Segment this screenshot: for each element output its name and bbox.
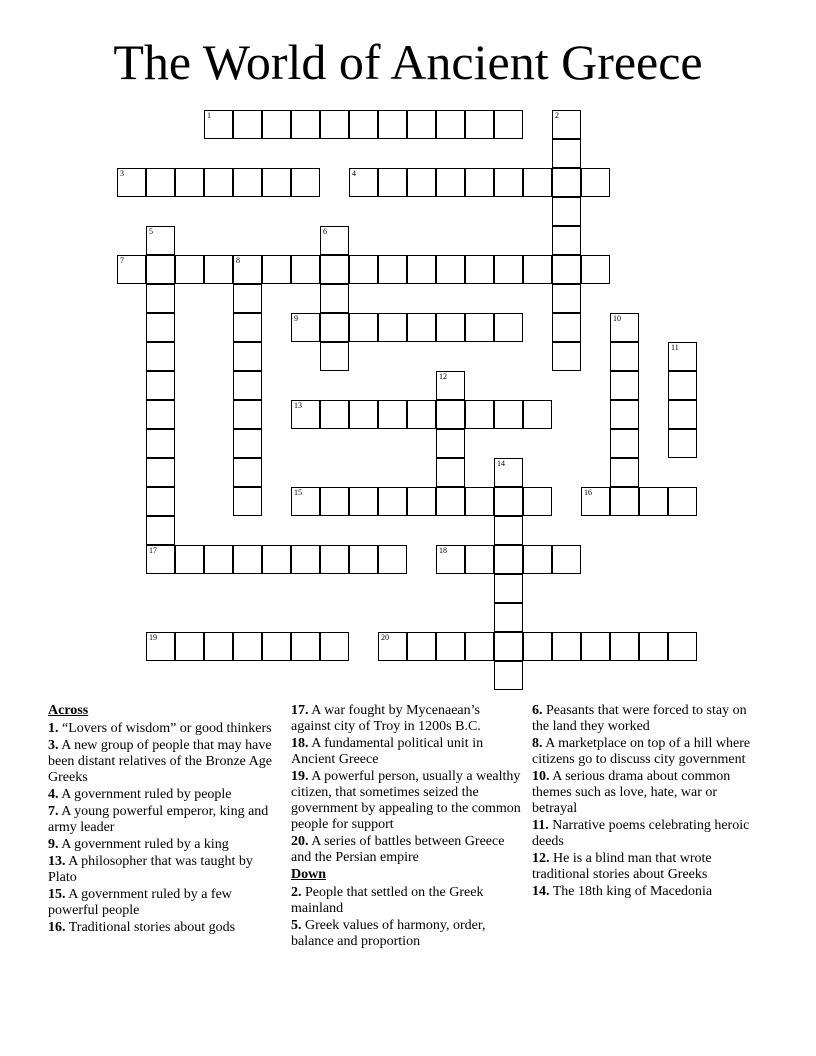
- clue-number: 17: [149, 546, 157, 555]
- grid-cell[interactable]: [523, 400, 552, 429]
- clue-number: 11: [671, 343, 679, 352]
- clue-number-label: 15.: [48, 887, 66, 902]
- grid-cell[interactable]: [436, 313, 465, 342]
- grid-cell[interactable]: [378, 255, 407, 284]
- grid-cell[interactable]: [610, 429, 639, 458]
- grid-cell[interactable]: [262, 545, 291, 574]
- clue-number-label: 4.: [48, 787, 59, 802]
- grid-cell[interactable]: [233, 545, 262, 574]
- grid-cell[interactable]: [233, 168, 262, 197]
- grid-cell[interactable]: [436, 110, 465, 139]
- numbered-cell[interactable]: [204, 110, 233, 139]
- numbered-cell[interactable]: [378, 632, 407, 661]
- grid-cell[interactable]: [581, 255, 610, 284]
- grid-cell[interactable]: [465, 255, 494, 284]
- grid-cell[interactable]: [320, 110, 349, 139]
- across-clue: [48, 854, 273, 886]
- grid-cell[interactable]: [291, 110, 320, 139]
- grid-cell[interactable]: [523, 487, 552, 516]
- grid-cell[interactable]: [610, 342, 639, 371]
- clue-number-label: 5.: [291, 918, 302, 933]
- grid-cell[interactable]: [465, 313, 494, 342]
- grid-cell[interactable]: [262, 168, 291, 197]
- grid-cell[interactable]: [262, 255, 291, 284]
- grid-cell[interactable]: [320, 545, 349, 574]
- clue-number-label: 18.: [291, 736, 309, 751]
- grid-cell[interactable]: [494, 255, 523, 284]
- across-clue: [291, 703, 523, 735]
- clue-number: 19: [149, 633, 157, 642]
- grid-cell[interactable]: [610, 371, 639, 400]
- clue-number: 3: [120, 169, 124, 178]
- grid-cell[interactable]: [146, 429, 175, 458]
- numbered-cell[interactable]: [494, 458, 523, 487]
- grid-cell[interactable]: [465, 487, 494, 516]
- grid-cell[interactable]: [233, 429, 262, 458]
- grid-cell[interactable]: [639, 632, 668, 661]
- clue-number: 13: [294, 401, 302, 410]
- grid-cell[interactable]: [291, 168, 320, 197]
- down-clue: [532, 703, 764, 735]
- grid-cell[interactable]: [175, 632, 204, 661]
- grid-cell[interactable]: [233, 284, 262, 313]
- grid-cell[interactable]: [262, 632, 291, 661]
- grid-cell[interactable]: [494, 168, 523, 197]
- clue-number-label: 10.: [532, 769, 550, 784]
- grid-cell[interactable]: [523, 168, 552, 197]
- grid-cell[interactable]: [378, 545, 407, 574]
- clue-text: A war fought by Mycenaean’s against city of Troy in 1200s B.C.: [291, 703, 481, 734]
- grid-cell[interactable]: [320, 487, 349, 516]
- grid-cell[interactable]: [407, 487, 436, 516]
- clue-number: 5: [149, 227, 153, 236]
- grid-cell[interactable]: [146, 284, 175, 313]
- grid-cell[interactable]: [349, 110, 378, 139]
- grid-cell[interactable]: [523, 632, 552, 661]
- clue-number-label: 3.: [48, 738, 59, 753]
- numbered-cell[interactable]: [233, 255, 262, 284]
- grid-cell[interactable]: [349, 487, 378, 516]
- clue-number: 14: [497, 459, 505, 468]
- numbered-cell[interactable]: [581, 487, 610, 516]
- grid-cell[interactable]: [233, 400, 262, 429]
- clue-number-label: 14.: [532, 884, 550, 899]
- grid-cell[interactable]: [552, 255, 581, 284]
- down-clue: [532, 769, 764, 817]
- grid-cell[interactable]: [552, 342, 581, 371]
- grid-cell[interactable]: [581, 632, 610, 661]
- clue-number: 15: [294, 488, 302, 497]
- grid-cell[interactable]: [668, 400, 697, 429]
- across-clue: [48, 837, 273, 853]
- grid-cell[interactable]: [494, 661, 523, 690]
- grid-cell[interactable]: [668, 371, 697, 400]
- clue-text: He is a blind man that wrote traditional stories about Greeks: [532, 851, 712, 882]
- down-clue: [532, 736, 764, 768]
- grid-cell[interactable]: [320, 400, 349, 429]
- grid-cell[interactable]: [233, 342, 262, 371]
- grid-cell[interactable]: [233, 632, 262, 661]
- grid-cell[interactable]: [378, 400, 407, 429]
- grid-cell[interactable]: [610, 458, 639, 487]
- numbered-cell[interactable]: [610, 313, 639, 342]
- grid-cell[interactable]: [639, 487, 668, 516]
- across-clue: [48, 787, 273, 803]
- clue-text: The 18th king of Macedonia: [549, 884, 713, 899]
- clue-text: A philosopher that was taught by Plato: [48, 854, 253, 885]
- across-heading: Across: [48, 703, 89, 718]
- grid-cell[interactable]: [146, 516, 175, 545]
- grid-cell[interactable]: [349, 545, 378, 574]
- numbered-cell[interactable]: [146, 632, 175, 661]
- clue-number-label: 13.: [48, 854, 66, 869]
- grid-cell[interactable]: [378, 168, 407, 197]
- grid-cell[interactable]: [204, 632, 233, 661]
- numbered-cell[interactable]: [436, 371, 465, 400]
- grid-cell[interactable]: [610, 400, 639, 429]
- numbered-cell[interactable]: [291, 400, 320, 429]
- numbered-cell[interactable]: [117, 255, 146, 284]
- grid-cell[interactable]: [581, 168, 610, 197]
- clue-number: 10: [613, 314, 621, 323]
- clue-number-label: 1.: [48, 721, 59, 736]
- grid-cell[interactable]: [407, 168, 436, 197]
- down-clue: [532, 851, 764, 883]
- grid-cell[interactable]: [494, 400, 523, 429]
- clue-text: A government ruled by a few powerful people: [48, 887, 232, 918]
- clue-number-label: 16.: [48, 920, 66, 935]
- grid-cell[interactable]: [494, 603, 523, 632]
- numbered-cell[interactable]: [146, 226, 175, 255]
- grid-cell[interactable]: [465, 168, 494, 197]
- grid-cell[interactable]: [233, 371, 262, 400]
- grid-cell[interactable]: [465, 545, 494, 574]
- grid-cell[interactable]: [407, 313, 436, 342]
- grid-cell[interactable]: [668, 632, 697, 661]
- clue-number: 9: [294, 314, 298, 323]
- across-clue: [291, 834, 523, 866]
- clue-text: A fundamental political unit in Ancient Greece: [291, 736, 484, 767]
- grid-cell[interactable]: [349, 255, 378, 284]
- clue-number-label: 9.: [48, 837, 59, 852]
- grid-cell[interactable]: [610, 487, 639, 516]
- grid-cell[interactable]: [378, 487, 407, 516]
- grid-cell[interactable]: [291, 632, 320, 661]
- clue-text: Traditional stories about gods: [65, 920, 236, 935]
- grid-cell[interactable]: [436, 632, 465, 661]
- across-clue: [48, 804, 273, 836]
- clue-number: 20: [381, 633, 389, 642]
- clue-text: A series of battles between Greece and the Persian empire: [291, 834, 505, 865]
- grid-cell[interactable]: [523, 255, 552, 284]
- grid-cell[interactable]: [146, 400, 175, 429]
- clue-number-label: 19.: [291, 769, 309, 784]
- grid-cell[interactable]: [523, 545, 552, 574]
- grid-cell[interactable]: [378, 313, 407, 342]
- clue-number-label: 11.: [532, 818, 549, 833]
- grid-cell[interactable]: [494, 545, 523, 574]
- grid-cell[interactable]: [494, 516, 523, 545]
- clue-text: A serious drama about common themes such as love, hate, war or betrayal: [532, 769, 731, 816]
- numbered-cell[interactable]: [320, 226, 349, 255]
- grid-cell[interactable]: [146, 342, 175, 371]
- grid-cell[interactable]: [146, 313, 175, 342]
- clue-number: 18: [439, 546, 447, 555]
- grid-cell[interactable]: [407, 632, 436, 661]
- grid-cell[interactable]: [320, 284, 349, 313]
- grid-cell[interactable]: [233, 110, 262, 139]
- page-title: The World of Ancient Greece: [113, 34, 703, 90]
- clue-number-label: 17.: [291, 703, 309, 718]
- clue-text: A new group of people that may have been distant relatives of the Bronze Age Greeks: [48, 738, 272, 785]
- clue-number-label: 8.: [532, 736, 543, 751]
- grid-cell[interactable]: [291, 255, 320, 284]
- grid-cell[interactable]: [436, 400, 465, 429]
- grid-cell[interactable]: [204, 255, 233, 284]
- grid-cell[interactable]: [436, 458, 465, 487]
- grid-cell[interactable]: [552, 284, 581, 313]
- clue-text: People that settled on the Greek mainland: [291, 885, 484, 916]
- numbered-cell[interactable]: [436, 545, 465, 574]
- grid-cell[interactable]: [262, 110, 291, 139]
- grid-cell[interactable]: [552, 226, 581, 255]
- clue-text: A government ruled by a king: [58, 837, 229, 852]
- clue-text: Peasants that were forced to stay on the land they worked: [532, 703, 747, 734]
- grid-cell[interactable]: [552, 168, 581, 197]
- grid-cell[interactable]: [465, 632, 494, 661]
- numbered-cell[interactable]: [291, 487, 320, 516]
- down-clue: [291, 918, 523, 950]
- grid-cell[interactable]: [494, 313, 523, 342]
- grid-cell[interactable]: [291, 545, 320, 574]
- clue-number: 12: [439, 372, 447, 381]
- grid-cell[interactable]: [552, 313, 581, 342]
- across-clue: [48, 721, 273, 737]
- grid-cell[interactable]: [552, 197, 581, 226]
- grid-cell[interactable]: [407, 400, 436, 429]
- clue-number-label: 7.: [48, 804, 59, 819]
- grid-cell[interactable]: [320, 342, 349, 371]
- grid-cell[interactable]: [494, 632, 523, 661]
- clue-text: Greek values of harmony, order, balance and proportion: [291, 918, 486, 949]
- grid-cell[interactable]: [320, 632, 349, 661]
- clue-number: 16: [584, 488, 592, 497]
- grid-cell[interactable]: [233, 458, 262, 487]
- clue-text: A marketplace on top of a hill where citizens go to discuss city government: [532, 736, 751, 767]
- grid-cell[interactable]: [465, 110, 494, 139]
- numbered-cell[interactable]: [668, 342, 697, 371]
- across-clue: [48, 738, 273, 786]
- clue-number: 6: [323, 227, 327, 236]
- grid-cell[interactable]: [494, 110, 523, 139]
- numbered-cell[interactable]: [117, 168, 146, 197]
- grid-cell[interactable]: [552, 632, 581, 661]
- grid-cell[interactable]: [146, 255, 175, 284]
- clue-number-label: 6.: [532, 703, 543, 718]
- clues-column-3: [532, 703, 764, 901]
- grid-cell[interactable]: [233, 313, 262, 342]
- clue-text: A young powerful emperor, king and army leader: [48, 804, 269, 835]
- grid-cell[interactable]: [378, 110, 407, 139]
- clue-number: 7: [120, 256, 124, 265]
- grid-cell[interactable]: [146, 371, 175, 400]
- grid-cell[interactable]: [204, 168, 233, 197]
- grid-cell[interactable]: [552, 545, 581, 574]
- grid-cell[interactable]: [320, 255, 349, 284]
- clue-number-label: 2.: [291, 885, 302, 900]
- clues-column-2: [291, 703, 523, 951]
- grid-cell[interactable]: [146, 487, 175, 516]
- grid-cell[interactable]: [610, 632, 639, 661]
- clue-number-label: 20.: [291, 834, 309, 849]
- clue-text: A government ruled by people: [58, 787, 232, 802]
- down-clue: [291, 885, 523, 917]
- grid-cell[interactable]: [668, 487, 697, 516]
- grid-cell[interactable]: [146, 458, 175, 487]
- grid-cell[interactable]: [436, 168, 465, 197]
- down-clue: [532, 818, 764, 850]
- grid-cell[interactable]: [175, 545, 204, 574]
- grid-cell[interactable]: [407, 110, 436, 139]
- down-clue: [532, 884, 764, 900]
- clue-text: Narrative poems celebrating heroic deeds: [532, 818, 750, 849]
- grid-cell[interactable]: [146, 168, 175, 197]
- grid-cell[interactable]: [494, 574, 523, 603]
- grid-cell[interactable]: [552, 139, 581, 168]
- grid-cell[interactable]: [436, 255, 465, 284]
- grid-cell[interactable]: [436, 487, 465, 516]
- clue-number: 4: [352, 169, 356, 178]
- grid-cell[interactable]: [349, 313, 378, 342]
- grid-cell[interactable]: [175, 255, 204, 284]
- clue-number: 8: [236, 256, 240, 265]
- numbered-cell[interactable]: [552, 110, 581, 139]
- grid-cell[interactable]: [233, 487, 262, 516]
- grid-cell[interactable]: [349, 400, 378, 429]
- grid-cell[interactable]: [436, 429, 465, 458]
- clue-number-label: 12.: [532, 851, 550, 866]
- grid-cell[interactable]: [668, 429, 697, 458]
- across-clue: [291, 769, 523, 833]
- grid-cell[interactable]: [407, 255, 436, 284]
- clue-text: A powerful person, usually a wealthy citizen, that sometimes seized the government by appealing to the common people for support: [291, 769, 521, 832]
- down-heading: Down: [291, 867, 327, 882]
- across-clue: [291, 736, 523, 768]
- across-clue: [48, 887, 273, 919]
- clue-number: 1: [207, 111, 211, 120]
- clue-number: 2: [555, 111, 559, 120]
- clue-text: “Lovers of wisdom” or good thinkers: [58, 721, 272, 736]
- across-clue: [48, 920, 273, 936]
- clues-column-1: [48, 703, 273, 937]
- numbered-cell[interactable]: [146, 545, 175, 574]
- numbered-cell[interactable]: [291, 313, 320, 342]
- grid-cell[interactable]: [204, 545, 233, 574]
- grid-cell[interactable]: [320, 313, 349, 342]
- grid-cell[interactable]: [465, 400, 494, 429]
- numbered-cell[interactable]: [349, 168, 378, 197]
- grid-cell[interactable]: [175, 168, 204, 197]
- grid-cell[interactable]: [494, 487, 523, 516]
